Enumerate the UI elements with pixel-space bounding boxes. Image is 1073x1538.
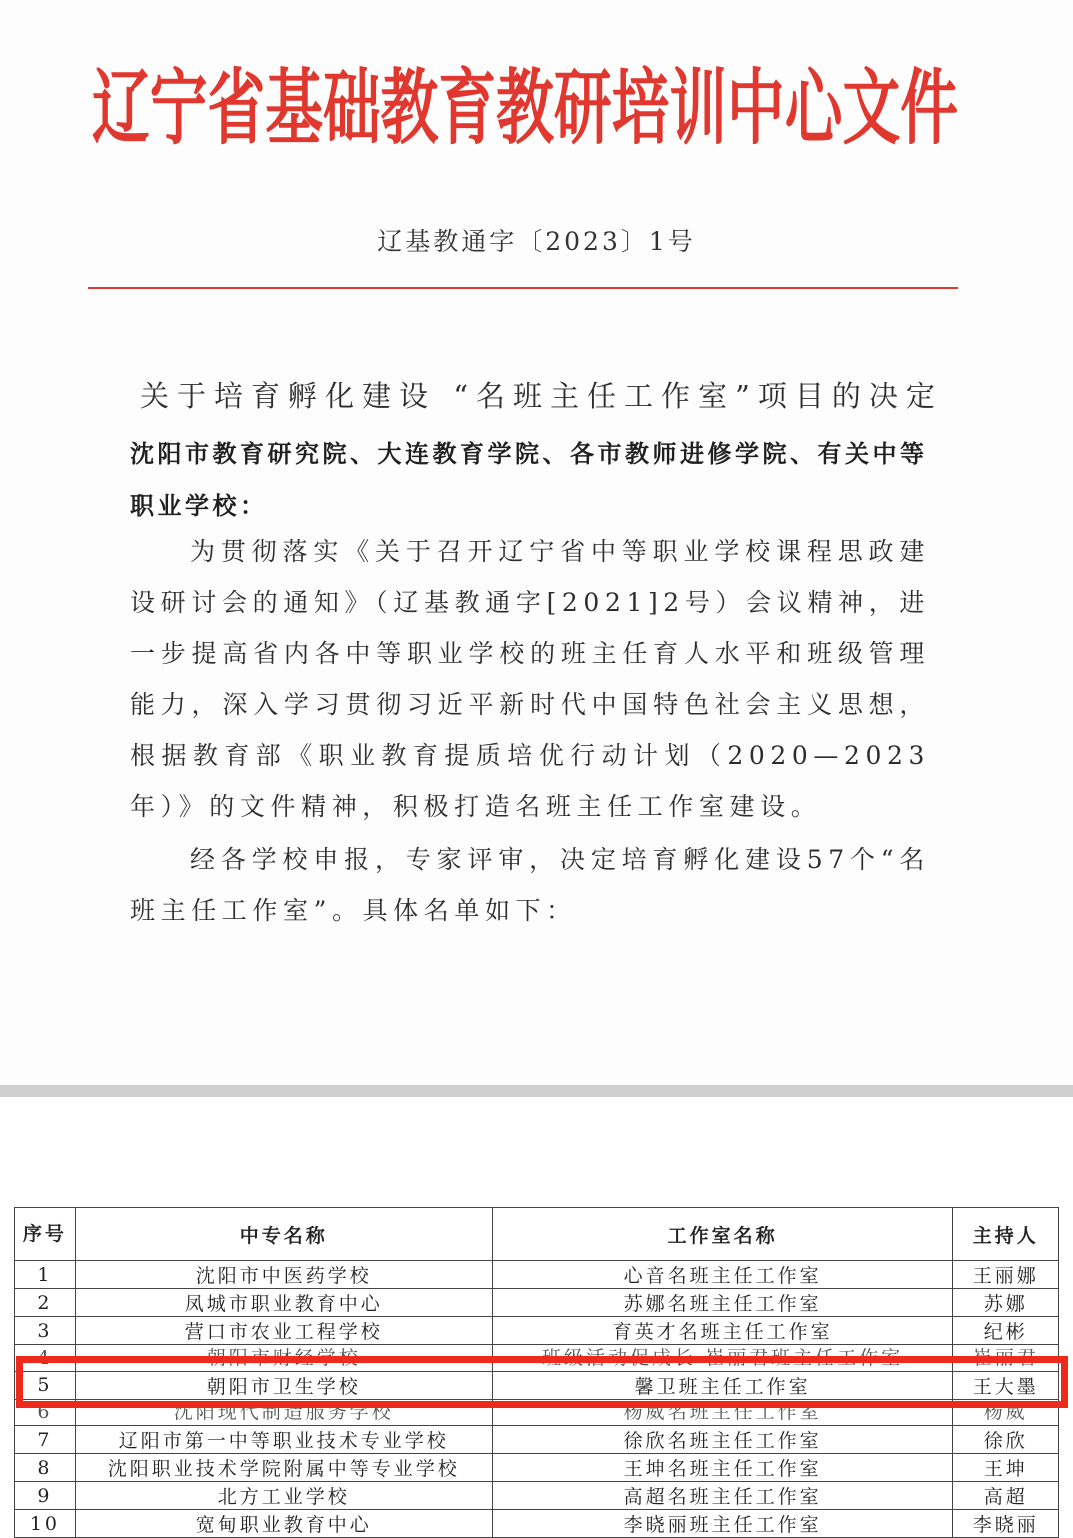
cell-host: 崔丽君 [953, 1345, 1059, 1372]
table-row-obscured [15, 1399, 1059, 1426]
cell-studio: 心音名班主任工作室 [492, 1261, 953, 1289]
table-row-highlighted [15, 1371, 1059, 1399]
cell-no: 1 [15, 1261, 76, 1289]
cell-studio: 王坤名班主任工作室 [492, 1454, 953, 1482]
cell-studio: 馨卫班主任工作室 [492, 1371, 953, 1399]
cell-host: 王大墨 [953, 1371, 1059, 1399]
cell-studio: 徐欣名班主任工作室 [492, 1426, 953, 1454]
cell-studio: 班级活动促成长 崔丽君班主任工作室 [492, 1345, 953, 1372]
cell-school: 凤城市职业教育中心 [75, 1289, 492, 1317]
table-row [15, 1317, 1059, 1345]
table-row [15, 1454, 1059, 1482]
table-row [15, 1482, 1059, 1510]
body-paragraph-2: 经各学校申报，专家评审，决定培育孵化建设57个“名班主任工作室”。具体名单如下： [130, 845, 930, 925]
table-row [15, 1261, 1059, 1289]
cell-host: 王坤 [953, 1454, 1059, 1482]
cell-studio: 苏娜名班主任工作室 [492, 1289, 953, 1317]
cell-school: 宽甸职业教育中心 [75, 1510, 492, 1538]
cell-no: 4 [15, 1345, 76, 1372]
cell-host: 王丽娜 [953, 1261, 1059, 1289]
header-studio: 工作室名称 [492, 1208, 953, 1261]
cell-host: 高超 [953, 1482, 1059, 1510]
header-school: 中专名称 [75, 1208, 492, 1261]
addressee: 沈阳市教育研究院、大连教育学院、各市教师进修学院、有关中等职业学校： [130, 439, 928, 520]
cell-school: 朝阳市卫生学校 [75, 1371, 492, 1399]
table-row [15, 1289, 1059, 1317]
cell-school: 沈阳职业技术学院附属中等专业学校 [75, 1454, 492, 1482]
masthead-text: 辽宁省基础教育教研培训中心文件 [92, 61, 958, 150]
masthead-title-graphic [92, 58, 962, 150]
cell-studio: 杨威名班主任工作室 [492, 1399, 953, 1426]
cell-studio: 李晓丽班主任工作室 [492, 1510, 953, 1538]
studio-list-table [14, 1207, 1059, 1538]
document-title: 关于培育孵化建设 “名班主任工作室”项目的决定 [140, 379, 943, 413]
cell-studio: 高超名班主任工作室 [492, 1482, 953, 1510]
cell-school: 沈阳市中医药学校 [75, 1261, 492, 1289]
table-row-obscured [15, 1345, 1059, 1372]
header-host: 主持人 [953, 1208, 1059, 1261]
table-header-row [15, 1208, 1059, 1261]
cell-no: 2 [15, 1289, 76, 1317]
cell-no: 6 [15, 1399, 76, 1426]
cell-studio: 育英才名班主任工作室 [492, 1317, 953, 1345]
cell-host: 苏娜 [953, 1289, 1059, 1317]
document-number: 辽基教通字〔2023〕1号 [377, 227, 696, 256]
cell-host: 纪彬 [953, 1317, 1059, 1345]
cell-no: 10 [15, 1510, 76, 1538]
cell-no: 5 [15, 1371, 76, 1399]
cell-school: 朝阳市财经学校 [75, 1345, 492, 1372]
cell-school: 营口市农业工程学校 [75, 1317, 492, 1345]
cell-no: 9 [15, 1482, 76, 1510]
cell-host: 李晓丽 [953, 1510, 1059, 1538]
cell-school: 沈阳现代制造服务学校 [75, 1399, 492, 1426]
header-rule [88, 287, 958, 289]
cell-no: 8 [15, 1454, 76, 1482]
table-row [15, 1426, 1059, 1454]
header-no: 序号 [15, 1208, 76, 1261]
cell-host: 杨威 [953, 1399, 1059, 1426]
cell-school: 辽阳市第一中等职业技术专业学校 [75, 1426, 492, 1454]
cell-school: 北方工业学校 [75, 1482, 492, 1510]
cell-no: 7 [15, 1426, 76, 1454]
list-page [0, 1097, 1073, 1537]
table-row [15, 1510, 1059, 1538]
body-paragraph-1: 为贯彻落实《关于召开辽宁省中等职业学校课程思政建设研讨会的通知》（辽基教通字[2021]2号）会议精神，进一步提高省内各中等职业学校的班主任育人水平和班级管理能力，深入学习贯彻习近平新时代中国特色社会主义思想，根据教育部《职业教育提质培优行动计划（2020—2023年）》的文件精神，积极打造名班主任工作室建设。 [130, 537, 930, 821]
cell-no: 3 [15, 1317, 76, 1345]
masthead [92, 58, 962, 150]
page-divider [0, 1085, 1073, 1097]
cell-host: 徐欣 [953, 1426, 1059, 1454]
